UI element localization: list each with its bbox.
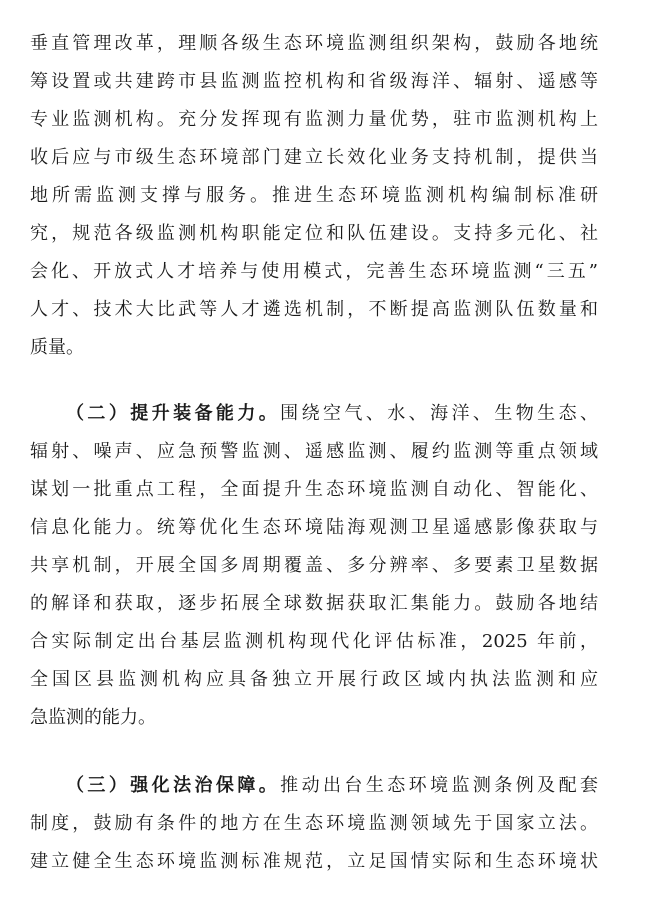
paragraph-line: 究，规范各级监测机构职能定位和队伍建设。支持多元化、社 xyxy=(30,223,598,244)
paragraph-line: 质量。 xyxy=(30,337,84,358)
section-heading: （三）强化法治保障。 xyxy=(66,775,281,796)
paragraph-line: 信息化能力。统筹优化生态环境陆海观测卫星遥感影像获取与 xyxy=(30,517,598,538)
section-heading: （二）提升装备能力。 xyxy=(66,403,281,424)
paragraph-line: 制度，鼓励有条件的地方在生态环境监测领域先于国家立法。 xyxy=(30,813,598,834)
paragraph-line: 谋划一批重点工程，全面提升生态环境监测自动化、智能化、 xyxy=(30,479,598,500)
paragraph-line: 建立健全生态环境监测标准规范，立足国情实际和生态环境状 xyxy=(30,851,598,872)
paragraph-line: 人才、技术大比武等人才遴选机制，不断提高监测队伍数量和 xyxy=(30,299,598,320)
paragraph-line: 合实际制定出台基层监测机构现代化评估标准，2025 年前， xyxy=(30,631,598,652)
paragraph-line: 全国区县监测机构应具备独立开展行政区域内执法监测和应 xyxy=(30,669,598,690)
section-first-line xyxy=(66,767,598,805)
paragraph-text: 推动出台生态环境监测条例及配套 xyxy=(280,775,599,796)
paragraph-line: 筹设置或共建跨市县监测监控机构和省级海洋、辐射、遥感等 xyxy=(30,71,598,92)
paragraph-line: 急监测的能力。 xyxy=(30,707,156,728)
paragraph-line: 会化、开放式人才培养与使用模式，完善生态环境监测“三五” xyxy=(30,261,598,282)
paragraph-line: 共享机制，开展全国多周期覆盖、多分辨率、多要素卫星数据 xyxy=(30,555,598,576)
paragraph-line: 收后应与市级生态环境部门建立长效化业务支持机制，提供当 xyxy=(30,147,598,168)
paragraph-line: 辐射、噪声、应急预警监测、遥感监测、履约监测等重点领域 xyxy=(30,441,598,462)
paragraph-line: 专业监测机构。充分发挥现有监测力量优势，驻市监测机构上 xyxy=(30,109,598,130)
paragraph-text: 围绕空气、水、海洋、生物生态、 xyxy=(280,403,599,424)
paragraph-line: 垂直管理改革，理顺各级生态环境监测组织架构，鼓励各地统 xyxy=(30,33,598,54)
paragraph-line: 的解译和获取，逐步拓展全球数据获取汇集能力。鼓励各地结 xyxy=(30,593,598,614)
paragraph-line: 地所需监测支撑与服务。推进生态环境监测机构编制标准研 xyxy=(30,185,598,206)
section-first-line xyxy=(66,395,598,433)
